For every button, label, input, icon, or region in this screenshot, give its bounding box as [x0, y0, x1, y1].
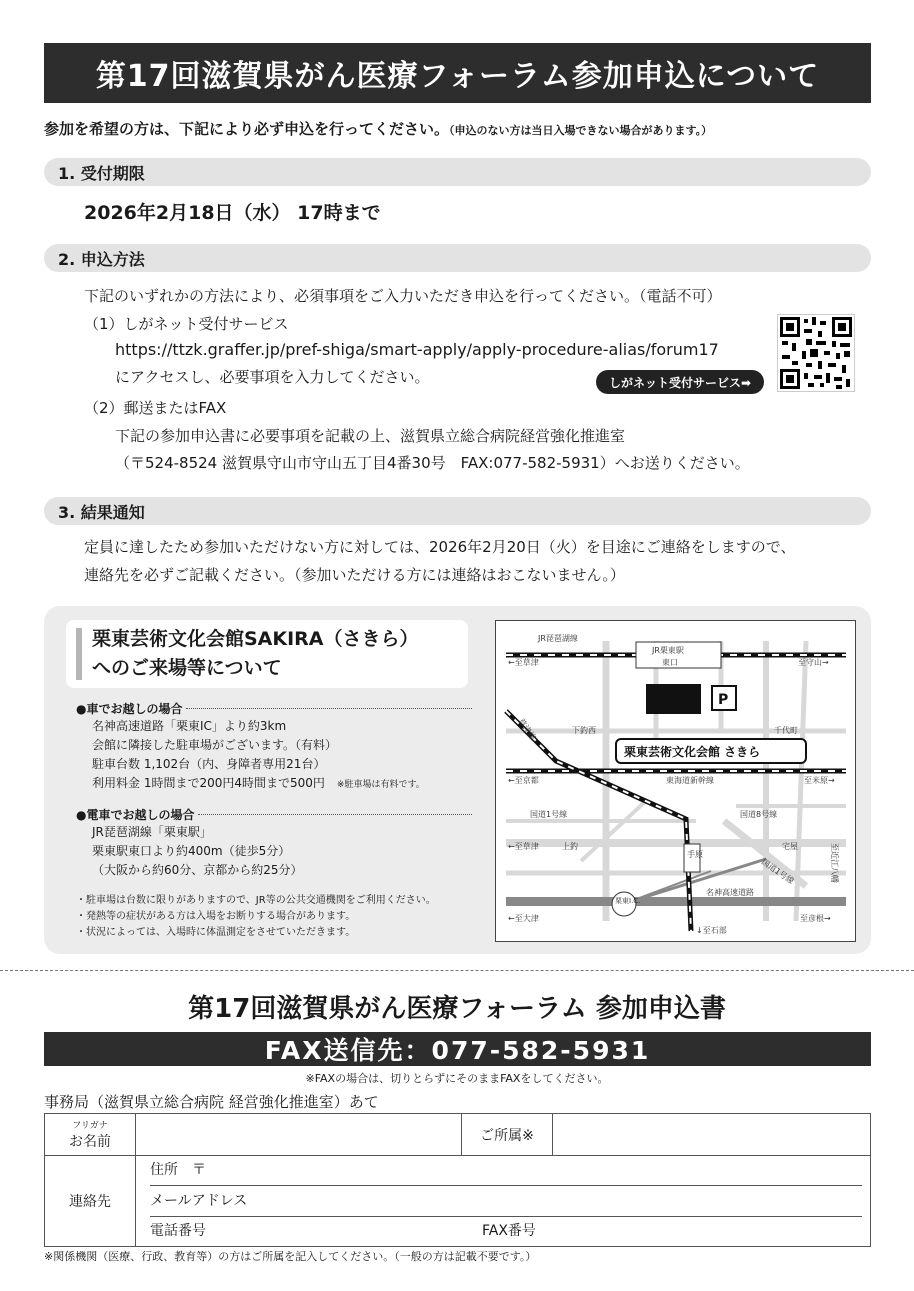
option2-line1: 下記の参加申込書に必要事項を記載の上、滋賀県立総合病院経営強化推進室: [115, 427, 626, 445]
map-label: 下釣西: [572, 726, 596, 735]
access-notes: [76, 893, 436, 941]
name-label: お名前: [69, 1134, 111, 1150]
affiliation-label: ご所属※: [462, 1114, 553, 1156]
qr-code-icon[interactable]: [777, 314, 855, 392]
method-lead: 下記のいずれかの方法により、必須事項をご入力いただき申込を行ってください。（電話不可）: [84, 287, 722, 305]
contact-cell: [136, 1156, 871, 1247]
car-line: 駐車台数 1,102台（内、身障者専用21台）: [92, 757, 326, 771]
map-label: ←至京都: [508, 776, 539, 785]
fax-note: ※FAXの場合は、切りとらずにそのままFAXをしてください。: [305, 1072, 609, 1085]
map-label: ←至草津: [508, 658, 539, 667]
access-note: ・発熱等の症状がある方は入場をお断りする場合があります。: [76, 911, 356, 922]
venue-title-line2: へのご来場等について: [92, 657, 282, 679]
fax-field[interactable]: FAX番号: [482, 1223, 536, 1239]
map-label: 至米原→: [804, 776, 835, 785]
name-label-cell: [45, 1114, 136, 1156]
form-footnote: ※関係機関（医療、行政、教育等）の方はご所属を記入してください。（一般の方は記載不要です。）: [44, 1250, 537, 1263]
email-label: メールアドレス: [150, 1193, 248, 1209]
map-label: 上釣: [562, 842, 578, 851]
train-heading-leader: [198, 814, 472, 815]
map-label: 手原: [687, 850, 703, 859]
map-label: 国道1号線: [530, 810, 568, 819]
section-heading-result: 3. 結果通知: [44, 497, 871, 525]
phone-fax-row: [150, 1217, 862, 1246]
venue-accent-bar: [76, 628, 82, 680]
map-label: 千代町: [774, 726, 798, 735]
address-label: 住所 〒: [150, 1162, 206, 1178]
section-heading-method: 2. 申込方法: [44, 244, 871, 272]
result-line2: 連絡先を必ずご記載ください。（参加いただける方には連絡はおこないません。）: [84, 566, 625, 584]
furigana-label: フリガナ: [72, 1121, 108, 1131]
phone-field[interactable]: 電話番号: [150, 1223, 206, 1239]
fax-number-bar: FAX送信先：077-582-5931: [44, 1032, 871, 1066]
office-address: 事務局（滋賀県立総合病院 経営強化推進室）あて: [44, 1093, 379, 1111]
intro-main: 参加を希望の方は、下記により必ず申込を行ってください。: [44, 120, 450, 138]
result-line1: 定員に達したため参加いただけない方に対しては、2026年2月20日（火）を目途にご連絡をしますので、: [84, 538, 796, 556]
map-label: 国道8号線: [740, 810, 778, 819]
option1-url[interactable]: https://ttzk.graffer.jp/pref-shiga/smart-apply/apply-procedure-alias/forum17: [115, 340, 719, 359]
parking-fee-note: ※駐車場は有料です。: [336, 780, 425, 790]
intro-text: [44, 118, 884, 139]
map-label: 草津線: [516, 716, 538, 742]
map-label: 名神高速道路: [706, 888, 754, 897]
option2-line2: （〒524-8524 滋賀県守山市守山五丁目4番30号 FAX:077-582-5931）へお送りください。: [115, 454, 750, 472]
map-label: 東海道新幹線: [666, 776, 714, 785]
map-label: 至近江八幡: [830, 843, 839, 883]
section-heading-deadline: 1. 受付期限: [44, 158, 871, 186]
map-label: 至彦根→: [800, 914, 831, 923]
car-line: 会館に隣接した駐車場がございます。（有料）: [92, 738, 338, 752]
venue-title: [92, 625, 419, 683]
access-map: [495, 620, 856, 942]
page-title: 第17回滋賀県がん医療フォーラム参加申込について: [44, 43, 871, 103]
train-line: 栗東駅東口より約400m（徒歩5分）: [92, 844, 291, 858]
application-form-table: [44, 1113, 871, 1247]
car-heading-leader: [186, 708, 472, 709]
meishin-expressway: [506, 897, 846, 906]
option1-title: （1）しがネット受付サービス: [84, 315, 289, 333]
cut-line: [0, 970, 914, 971]
map-label: ↓至石部: [696, 926, 727, 935]
venue-building: [646, 684, 701, 714]
access-note: ・状況によっては、入場時に体温測定をさせていただきます。: [76, 927, 356, 938]
intro-note: （申込のない方は当日入場できない場合があります。）: [449, 124, 713, 137]
car-heading: ●車でお越しの場合: [76, 702, 183, 716]
contact-label: 連絡先: [45, 1156, 136, 1247]
map-label: 宅屋: [782, 842, 798, 851]
map-label: 至守山→: [798, 658, 829, 667]
map-label: JR琵琶湖線: [538, 634, 578, 643]
map-label: ←至草津: [508, 842, 539, 851]
car-section: [76, 700, 472, 795]
car-line: 利用料金 1時間まで200円4時間まで500円 ※駐車場は有料です。: [92, 776, 425, 790]
shiga-net-button[interactable]: しがネット受付サービス➡: [596, 370, 764, 394]
map-label: 東口: [662, 658, 678, 667]
email-field[interactable]: [150, 1186, 862, 1217]
map-label: ←至大津: [508, 914, 539, 923]
map-venue-label: 栗東芸術文化会館 さきら: [624, 745, 761, 759]
access-note: ・駐車場は台数に限りがありますので、JR等の公共交通機関をご利用ください。: [76, 895, 436, 906]
map-parking-label: P: [718, 692, 729, 708]
option1-text: にアクセスし、必要事項を入力してください。: [115, 368, 430, 386]
venue-title-line1: 栗東芸術文化会館SAKIRA（さきら）: [92, 628, 419, 650]
train-line: JR琵琶湖線「栗東駅」: [92, 825, 212, 839]
train-section: [76, 806, 472, 880]
deadline-date: 2026年2月18日（水） 17時まで: [84, 202, 381, 224]
map-label: 国道1号線: [759, 857, 796, 886]
affiliation-input[interactable]: [553, 1114, 871, 1156]
car-line: 名神高速道路「栗東IC」より約3km: [92, 719, 287, 733]
form-title: 第17回滋賀県がん医療フォーラム 参加申込書: [188, 994, 726, 1024]
train-heading: ●電車でお越しの場合: [76, 808, 195, 822]
map-label: JR栗東駅: [652, 646, 684, 655]
train-line: （大阪から約60分、京都から約25分）: [92, 863, 303, 877]
option2-title: （2）郵送またはFAX: [84, 399, 227, 417]
address-field[interactable]: [150, 1156, 862, 1186]
map-label: 栗東I.C.: [615, 897, 641, 905]
name-input[interactable]: [136, 1114, 462, 1156]
